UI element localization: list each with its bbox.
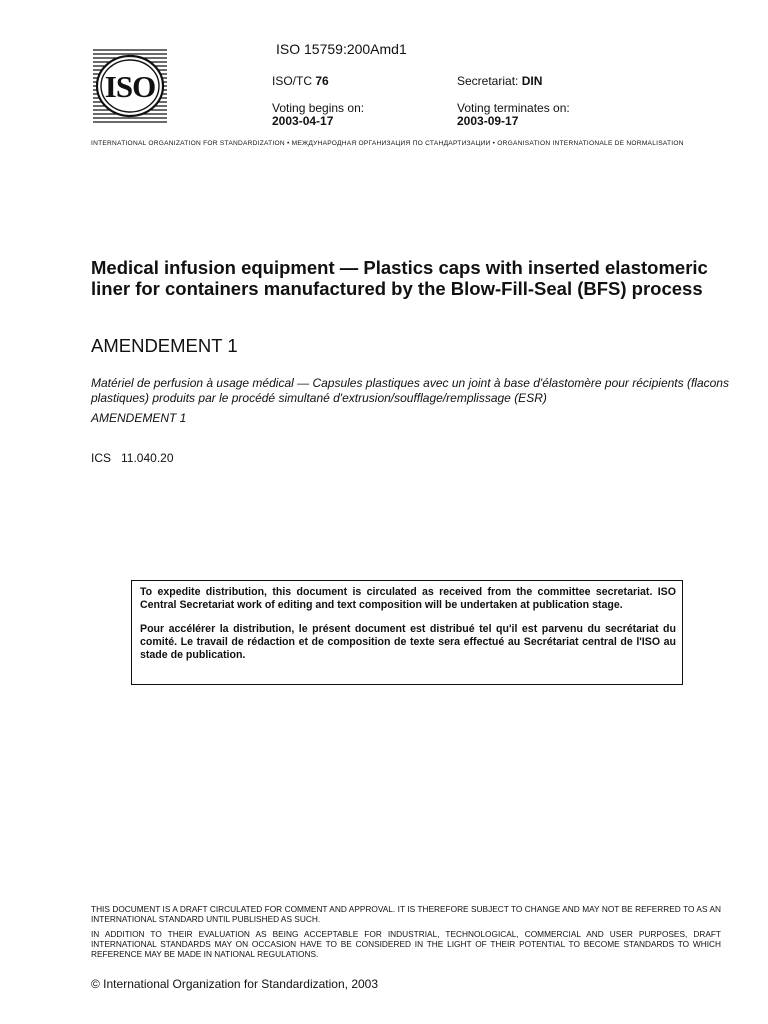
ics-value: 11.040.20 — [121, 451, 174, 465]
iso-logo — [93, 47, 167, 125]
committee — [272, 74, 329, 88]
amendment-heading: AMENDEMENT 1 — [91, 335, 238, 356]
document-title: Medical infusion equipment — Plastics caps with inserted elastomeric liner for containers manufactured by the Blow-Fill-Seal (BFS) process — [91, 257, 708, 299]
organization-line: INTERNATIONAL ORGANIZATION FOR STANDARDIZATION • МЕЖДУНАРОДНАЯ ОРГАНИЗАЦИЯ ПО СТАНДАРТИЗАЦИИ • ORGANISATION INTERNATIONALE DE NORMALISATION — [91, 140, 684, 147]
voting-begins-date: 2003-04-17 — [272, 114, 334, 128]
draft-disclaimer: THIS DOCUMENT IS A DRAFT CIRCULATED FOR COMMENT AND APPROVAL. IT IS THEREFORE SUBJECT TO CHANGE AND MAY NOT BE REFERRED TO AS AN INTERNATIONAL STANDARD UNTIL PUBLISHED AS SUCH. — [91, 904, 721, 924]
ics-label: ICS — [91, 451, 112, 465]
iso-logo-graphic — [93, 47, 167, 125]
voting-terminates-label: Voting terminates on: — [457, 101, 570, 115]
voting-begins-label: Voting begins on: — [272, 101, 365, 115]
regulation-disclaimer: IN ADDITION TO THEIR EVALUATION AS BEING ACCEPTABLE FOR INDUSTRIAL, TECHNOLOGICAL, COMMERCIAL AND USER PURPOSES, DRAFT INTERNATIONAL STANDARDS MAY ON OCCASION HAVE TO BE CONSIDERED IN THE LIGHT OF THEIR POTENTIAL TO BECOME STANDARDS TO WHICH REFERENCE MAY BE MADE IN NATIONAL REGULATIONS. — [91, 929, 721, 959]
committee-number: 76 — [315, 74, 329, 88]
french-amendment: AMENDEMENT 1 — [91, 411, 187, 425]
committee-label: ISO/TC — [272, 74, 313, 88]
secretariat-value: DIN — [521, 74, 543, 88]
notice-french: Pour accélérer la distribution, le présent document est distribué tel qu'il est parvenu du secrétariat du comité. Le travail de rédaction et de composition de texte sera effectué au Secrétariat central de l'ISO au stade de publication. — [140, 623, 676, 661]
voting-terminates-date: 2003-09-17 — [457, 114, 519, 128]
notice-english: To expedite distribution, this document is circulated as received from the committee secretariat. ISO Central Secretariat work of editing and text composition will be undertaken at publication stage. — [140, 586, 676, 611]
distribution-notice-box — [131, 580, 683, 685]
secretariat-label: Secretariat: — [457, 74, 519, 88]
french-title: Matériel de perfusion à usage médical — Capsules plastiques avec un joint à base d'élastomère pour récipients (flacons plastiques) produits par le procédé simultané d'extrusion/soufflage/remplissage (ESR) — [91, 376, 729, 405]
ics-code — [91, 451, 174, 465]
copyright-notice: © International Organization for Standardization, 2003 — [91, 977, 379, 991]
secretariat — [457, 74, 542, 88]
svg-text:ISO: ISO — [104, 69, 156, 104]
document-number: ISO 15759:200Amd1 — [276, 41, 407, 57]
